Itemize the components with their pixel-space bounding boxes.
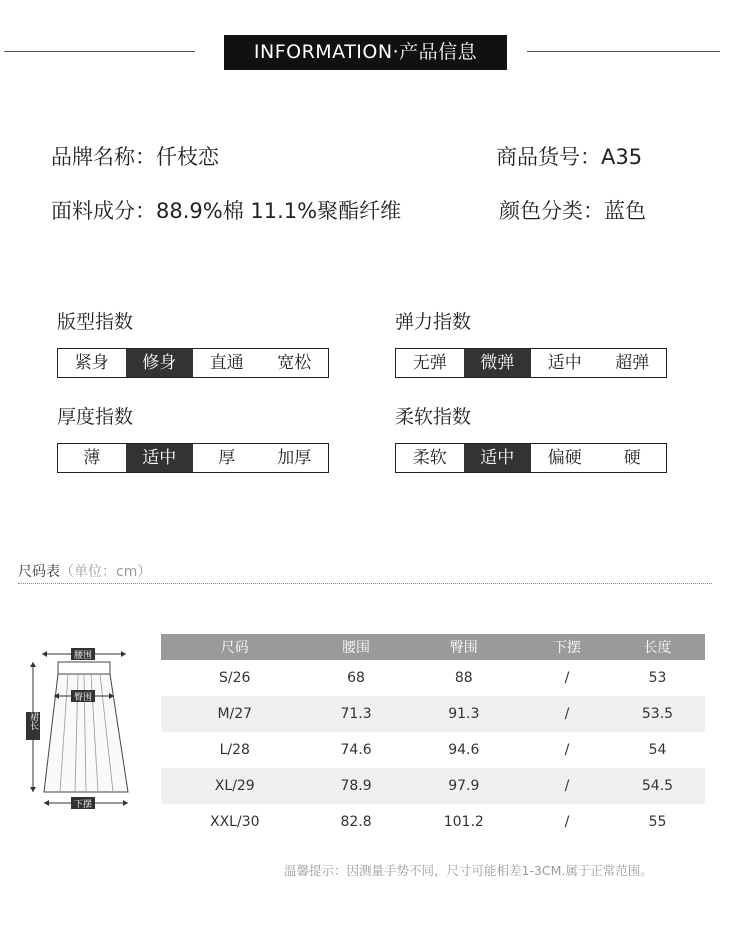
fabric-value: 88.9%棉 11.1%聚酯纤维 (156, 199, 402, 223)
color-label: 颜色分类： (499, 199, 604, 223)
table-row (161, 768, 705, 804)
stretch-option: 适中 (547, 353, 582, 373)
thickness-option: 加厚 (277, 448, 312, 468)
table-cell: / (524, 768, 610, 804)
table-cell: S/26 (219, 670, 251, 686)
table-row (161, 732, 705, 768)
fabric-label: 面料成分： (51, 199, 156, 223)
softness-option: 柔软 (412, 448, 447, 468)
col-header-hem: 下摆 (524, 634, 610, 660)
stretch-index-scale (395, 348, 667, 378)
table-cell: XXL/30 (210, 814, 260, 830)
fit-index-scale (57, 348, 329, 378)
col-header-length: 长度 (610, 634, 705, 660)
table-cell: 53 (648, 670, 667, 686)
measurement-note: 温馨提示：因测量手势不同，尺寸可能相差1-3CM.属于正常范围。 (284, 863, 653, 878)
brand-value: 仟枝恋 (156, 145, 219, 169)
fit-index-title: 版型指数 (57, 311, 134, 333)
table-cell: 54 (648, 742, 667, 758)
length-label: 裙长 (28, 712, 38, 730)
table-cell: 53.5 (610, 696, 705, 732)
col-header-waist: 腰围 (309, 634, 404, 660)
stretch-option: 超弹 (615, 353, 650, 373)
table-row (161, 696, 705, 732)
fit-option: 紧身 (74, 353, 109, 373)
table-cell: 74.6 (340, 742, 372, 758)
table-cell: 68 (347, 670, 365, 686)
item-number-label: 商品货号： (496, 145, 601, 169)
table-cell: 94.6 (448, 742, 480, 758)
thickness-index-scale (57, 443, 329, 473)
size-chart-title: 尺码表 (18, 564, 60, 580)
softness-option: 偏硬 (547, 448, 582, 468)
table-row (161, 660, 705, 696)
table-cell: / (564, 814, 570, 830)
table-cell: XL/29 (161, 768, 309, 804)
stretch-index-title: 弹力指数 (395, 311, 472, 333)
stretch-option-selected: 微弹 (464, 349, 532, 377)
thickness-option-selected: 适中 (126, 444, 194, 472)
hem-label: 下摆 (73, 800, 93, 810)
table-cell: 101.2 (443, 814, 484, 830)
softness-option-selected: 适中 (464, 444, 532, 472)
banner-line-right (527, 51, 720, 52)
softness-option: 硬 (623, 448, 641, 468)
table-cell: 82.8 (340, 814, 372, 830)
thickness-index-title: 厚度指数 (57, 406, 134, 428)
thickness-option: 厚 (218, 448, 236, 468)
col-header-hip: 臀围 (404, 634, 525, 660)
fabric-info (51, 195, 401, 225)
table-cell: / (564, 670, 570, 686)
color-info (499, 195, 646, 225)
table-cell: 55 (648, 814, 667, 830)
size-table-header (161, 634, 705, 660)
table-cell: M/27 (161, 696, 309, 732)
table-cell: 88 (454, 670, 473, 686)
table-row (161, 804, 705, 840)
brand-info (51, 141, 219, 171)
item-number-value: A35 (601, 145, 643, 169)
table-cell: / (564, 742, 570, 758)
color-value: 蓝色 (604, 199, 646, 223)
fit-option: 宽松 (277, 353, 312, 373)
waist-label: 腰围 (73, 651, 93, 661)
brand-label: 品牌名称： (51, 145, 156, 169)
size-chart-unit: （单位：cm） (60, 564, 152, 580)
hip-label: 臀围 (73, 693, 93, 703)
col-header-size: 尺码 (161, 634, 309, 660)
table-cell: 78.9 (309, 768, 404, 804)
item-number-info (496, 141, 642, 171)
softness-index-title: 柔软指数 (395, 406, 472, 428)
size-chart-heading (18, 561, 151, 581)
table-cell: 54.5 (610, 768, 705, 804)
fit-option: 直通 (209, 353, 244, 373)
stretch-option: 无弹 (412, 353, 447, 373)
skirt-diagram (20, 640, 155, 815)
section-banner: INFORMATION·产品信息 (224, 35, 507, 70)
dotted-divider (18, 583, 712, 584)
table-cell: 71.3 (309, 696, 404, 732)
softness-index-scale (395, 443, 667, 473)
table-cell: 97.9 (404, 768, 525, 804)
thickness-option: 薄 (83, 448, 101, 468)
table-cell: / (524, 696, 610, 732)
fit-option-selected: 修身 (126, 349, 194, 377)
size-table (161, 634, 705, 840)
table-cell: L/28 (219, 742, 250, 758)
banner-line-left (4, 51, 195, 52)
table-cell: 91.3 (404, 696, 525, 732)
